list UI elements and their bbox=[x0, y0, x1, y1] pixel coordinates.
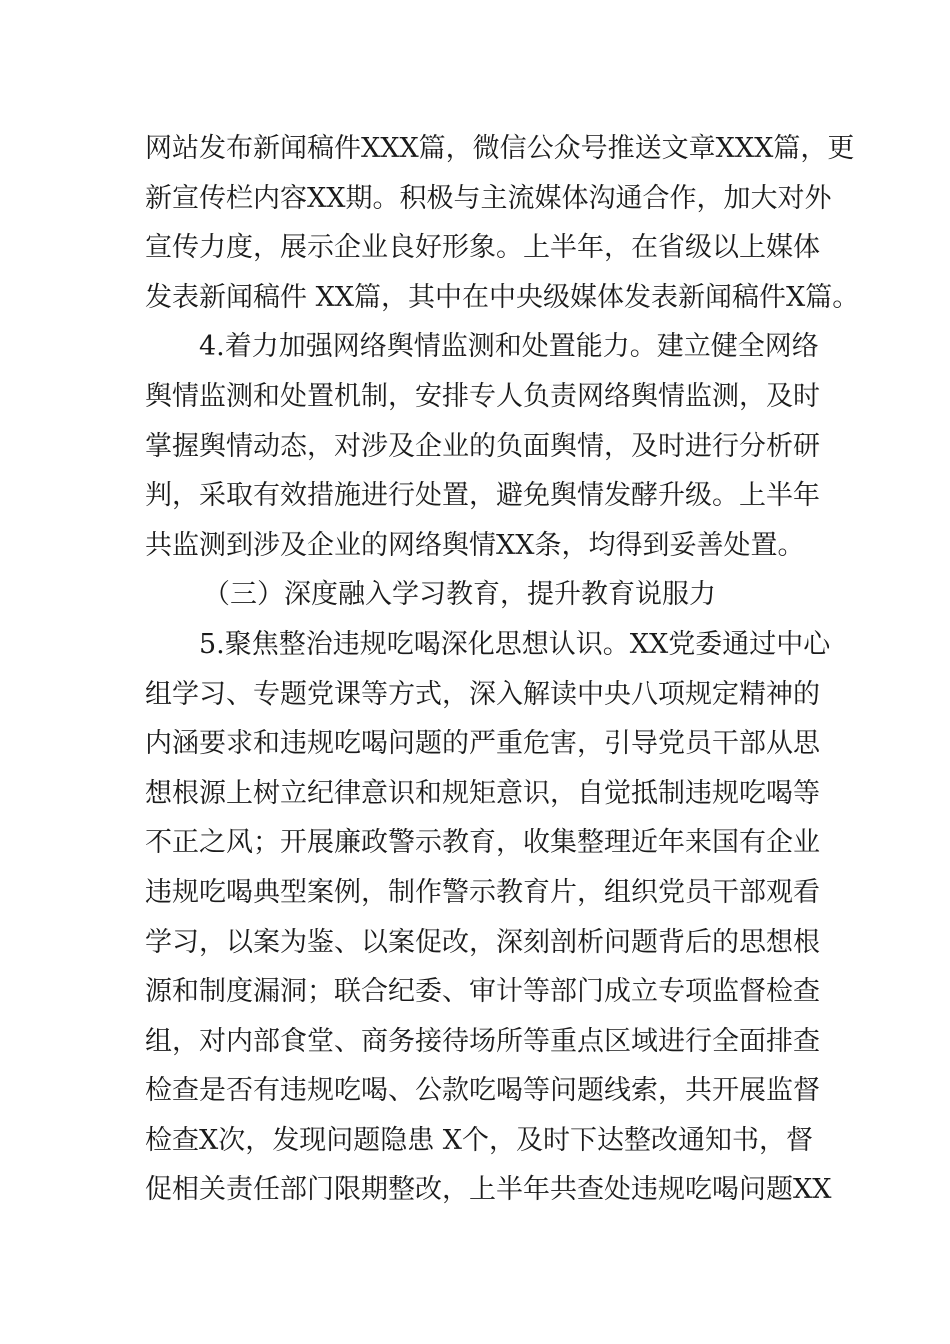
paragraph-5-first-line: 5.聚焦整治违规吃喝深化思想认识。XX党委通过中心 bbox=[199, 628, 831, 660]
paragraph-4-first-line: 4.着力加强网络舆情监测和处置能力。建立健全网络 bbox=[199, 331, 819, 363]
text-line: 组，对内部食堂、商务接待场所等重点区域进行全面排查 bbox=[145, 1025, 820, 1057]
section-heading: （三）深度融入学习教育，提升教育说服力 bbox=[203, 579, 716, 611]
text-line: 宣传力度，展示企业良好形象。上半年，在省级以上媒体 bbox=[145, 232, 820, 264]
text-line: 内涵要求和违规吃喝问题的严重危害，引导党员干部从思 bbox=[145, 728, 820, 760]
text-line: 想根源上树立纪律意识和规矩意识，自觉抵制违规吃喝等 bbox=[145, 777, 820, 809]
text-line: 发表新闻稿件 XX篇，其中在中央级媒体发表新闻稿件X篇。 bbox=[145, 281, 860, 313]
text-line: 检查X次，发现问题隐患 X个，及时下达整改通知书，督 bbox=[145, 1124, 814, 1156]
text-line: 网站发布新闻稿件XXX篇，微信公众号推送文章XXX篇，更 bbox=[145, 133, 855, 164]
text-line: 判，采取有效措施进行处置，避免舆情发酵升级。上半年 bbox=[145, 480, 820, 512]
text-line: 共监测到涉及企业的网络舆情XX条，均得到妥善处置。 bbox=[145, 529, 805, 561]
text-line: 不正之风；开展廉政警示教育，收集整理近年来国有企业 bbox=[145, 827, 820, 859]
text-line: 违规吃喝典型案例，制作警示教育片，组织党员干部观看 bbox=[145, 876, 820, 908]
text-line: 促相关责任部门限期整改，上半年共查处违规吃喝问题XX bbox=[145, 1174, 832, 1206]
text-line: 源和制度漏洞；联合纪委、审计等部门成立专项监督检查 bbox=[145, 976, 820, 1008]
text-line: 组学习、专题党课等方式，深入解读中央八项规定精神的 bbox=[145, 678, 820, 710]
document-body bbox=[145, 124, 860, 1215]
text-line: 舆情监测和处置机制，安排专人负责网络舆情监测，及时 bbox=[145, 380, 820, 412]
text-line: 新宣传栏内容XX期。积极与主流媒体沟通合作，加大对外 bbox=[145, 182, 832, 214]
text-line: 学习，以案为鉴、以案促改，深刻剖析问题背后的思想根 bbox=[145, 926, 820, 958]
text-line: 掌握舆情动态，对涉及企业的负面舆情，及时进行分析研 bbox=[145, 430, 820, 462]
text-line: 检查是否有违规吃喝、公款吃喝等问题线索，共开展监督 bbox=[145, 1075, 820, 1107]
